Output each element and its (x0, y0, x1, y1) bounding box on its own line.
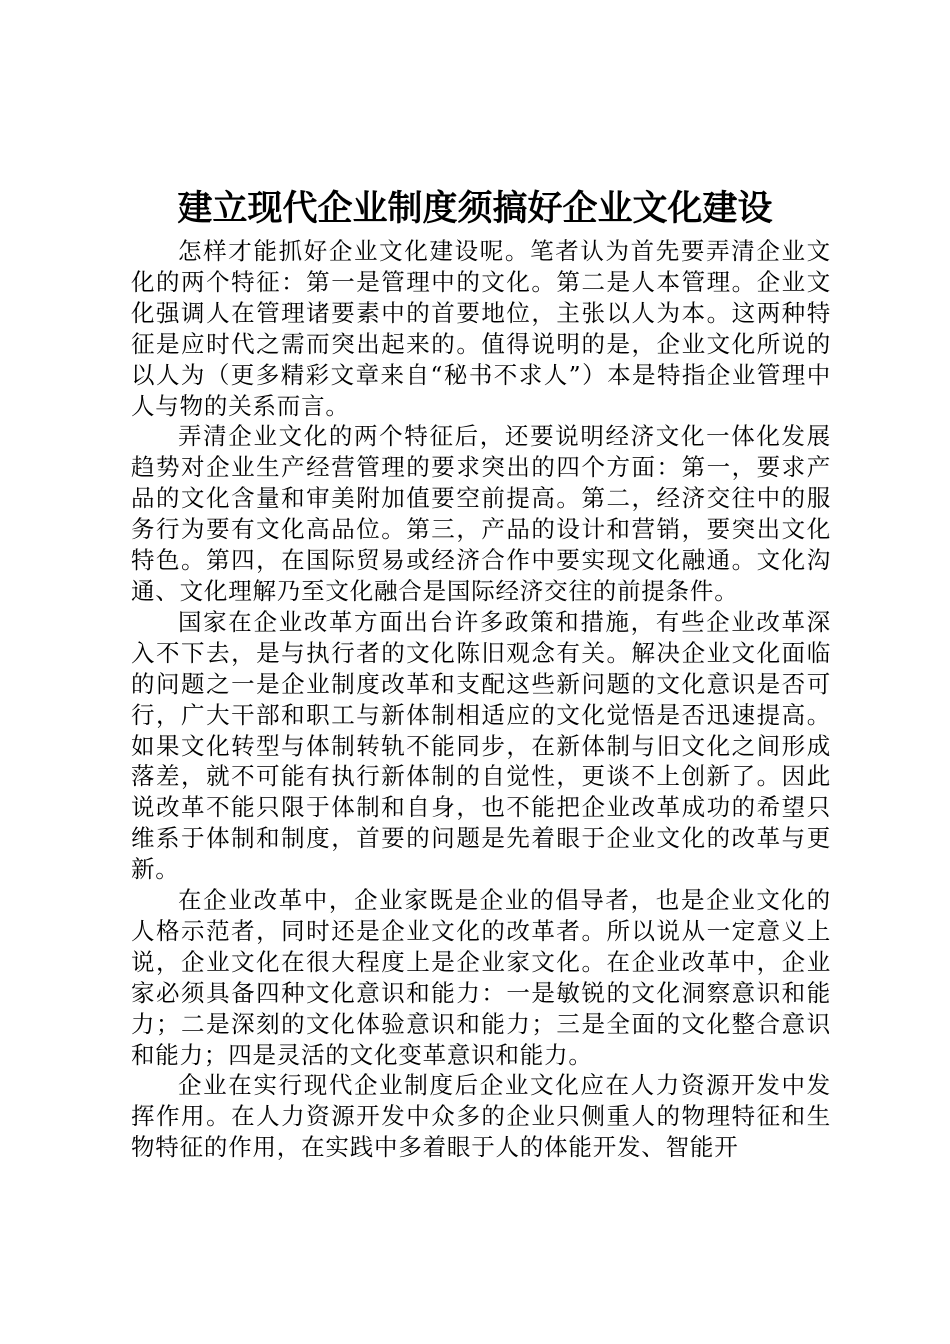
paragraph-2: 弄清企业文化的两个特征后，还要说明经济文化一体化发展趋势对企业生产经营管理的要求突出的四个方面：第一，要求产品的文化含量和审美附加值要空前提高。第二，经济交往中的服务行为要有文化高品位。第三，产品的设计和营销，要突出文化特色。第四，在国际贸易或经济合作中要实现文化融通。文化沟通、文化理解乃至文化融合是国际经济交往的前提条件。 (131, 422, 831, 605)
paragraph-5: 企业在实行现代企业制度后企业文化应在人力资源开发中发挥作用。在人力资源开发中众多的企业只侧重人的物理特征和生物特征的作用，在实践中多着眼于人的体能开发、智能开 (131, 1071, 831, 1162)
paragraph-4: 在企业改革中，企业家既是企业的倡导者，也是企业文化的人格示范者，同时还是企业文化的改革者。所以说从一定意义上说，企业文化在很大程度上是企业家文化。在企业改革中，企业家必须具备四种文化意识和能力：一是敏锐的文化洞察意识和能力；二是深刻的文化体验意识和能力；三是全面的文化整合意识和能力；四是灵活的文化变革意识和能力。 (131, 886, 831, 1069)
document-body (131, 236, 831, 1163)
paragraph-1: 怎样才能抓好企业文化建设呢。笔者认为首先要弄清企业文化的两个特征：第一是管理中的文化。第二是人本管理。企业文化强调人在管理诸要素中的首要地位，主张以人为本。这两种特征是应时代之需而突出起来的。值得说明的是，企业文化所说的以人为（更多精彩文章来自“秘书不求人”）本是特指企业管理中人与物的关系而言。 (131, 237, 831, 420)
paragraph-3: 国家在企业改革方面出台许多政策和措施，有些企业改革深入不下去，是与执行者的文化陈旧观念有关。解决企业文化面临的问题之一是企业制度改革和支配这些新问题的文化意识是否可行，广大干部和职工与新体制相适应的文化觉悟是否迅速提高。如果文化转型与体制转轨不能同步，在新体制与旧文化之间形成落差，就不可能有执行新体制的自觉性，更谈不上创新了。因此说改革不能只限于体制和自身，也不能把企业改革成功的希望只维系于体制和制度，首要的问题是先着眼于企业文化的改革与更新。 (131, 607, 831, 884)
document-title: 建立现代企业制度须搞好企业文化建设 (177, 188, 773, 229)
